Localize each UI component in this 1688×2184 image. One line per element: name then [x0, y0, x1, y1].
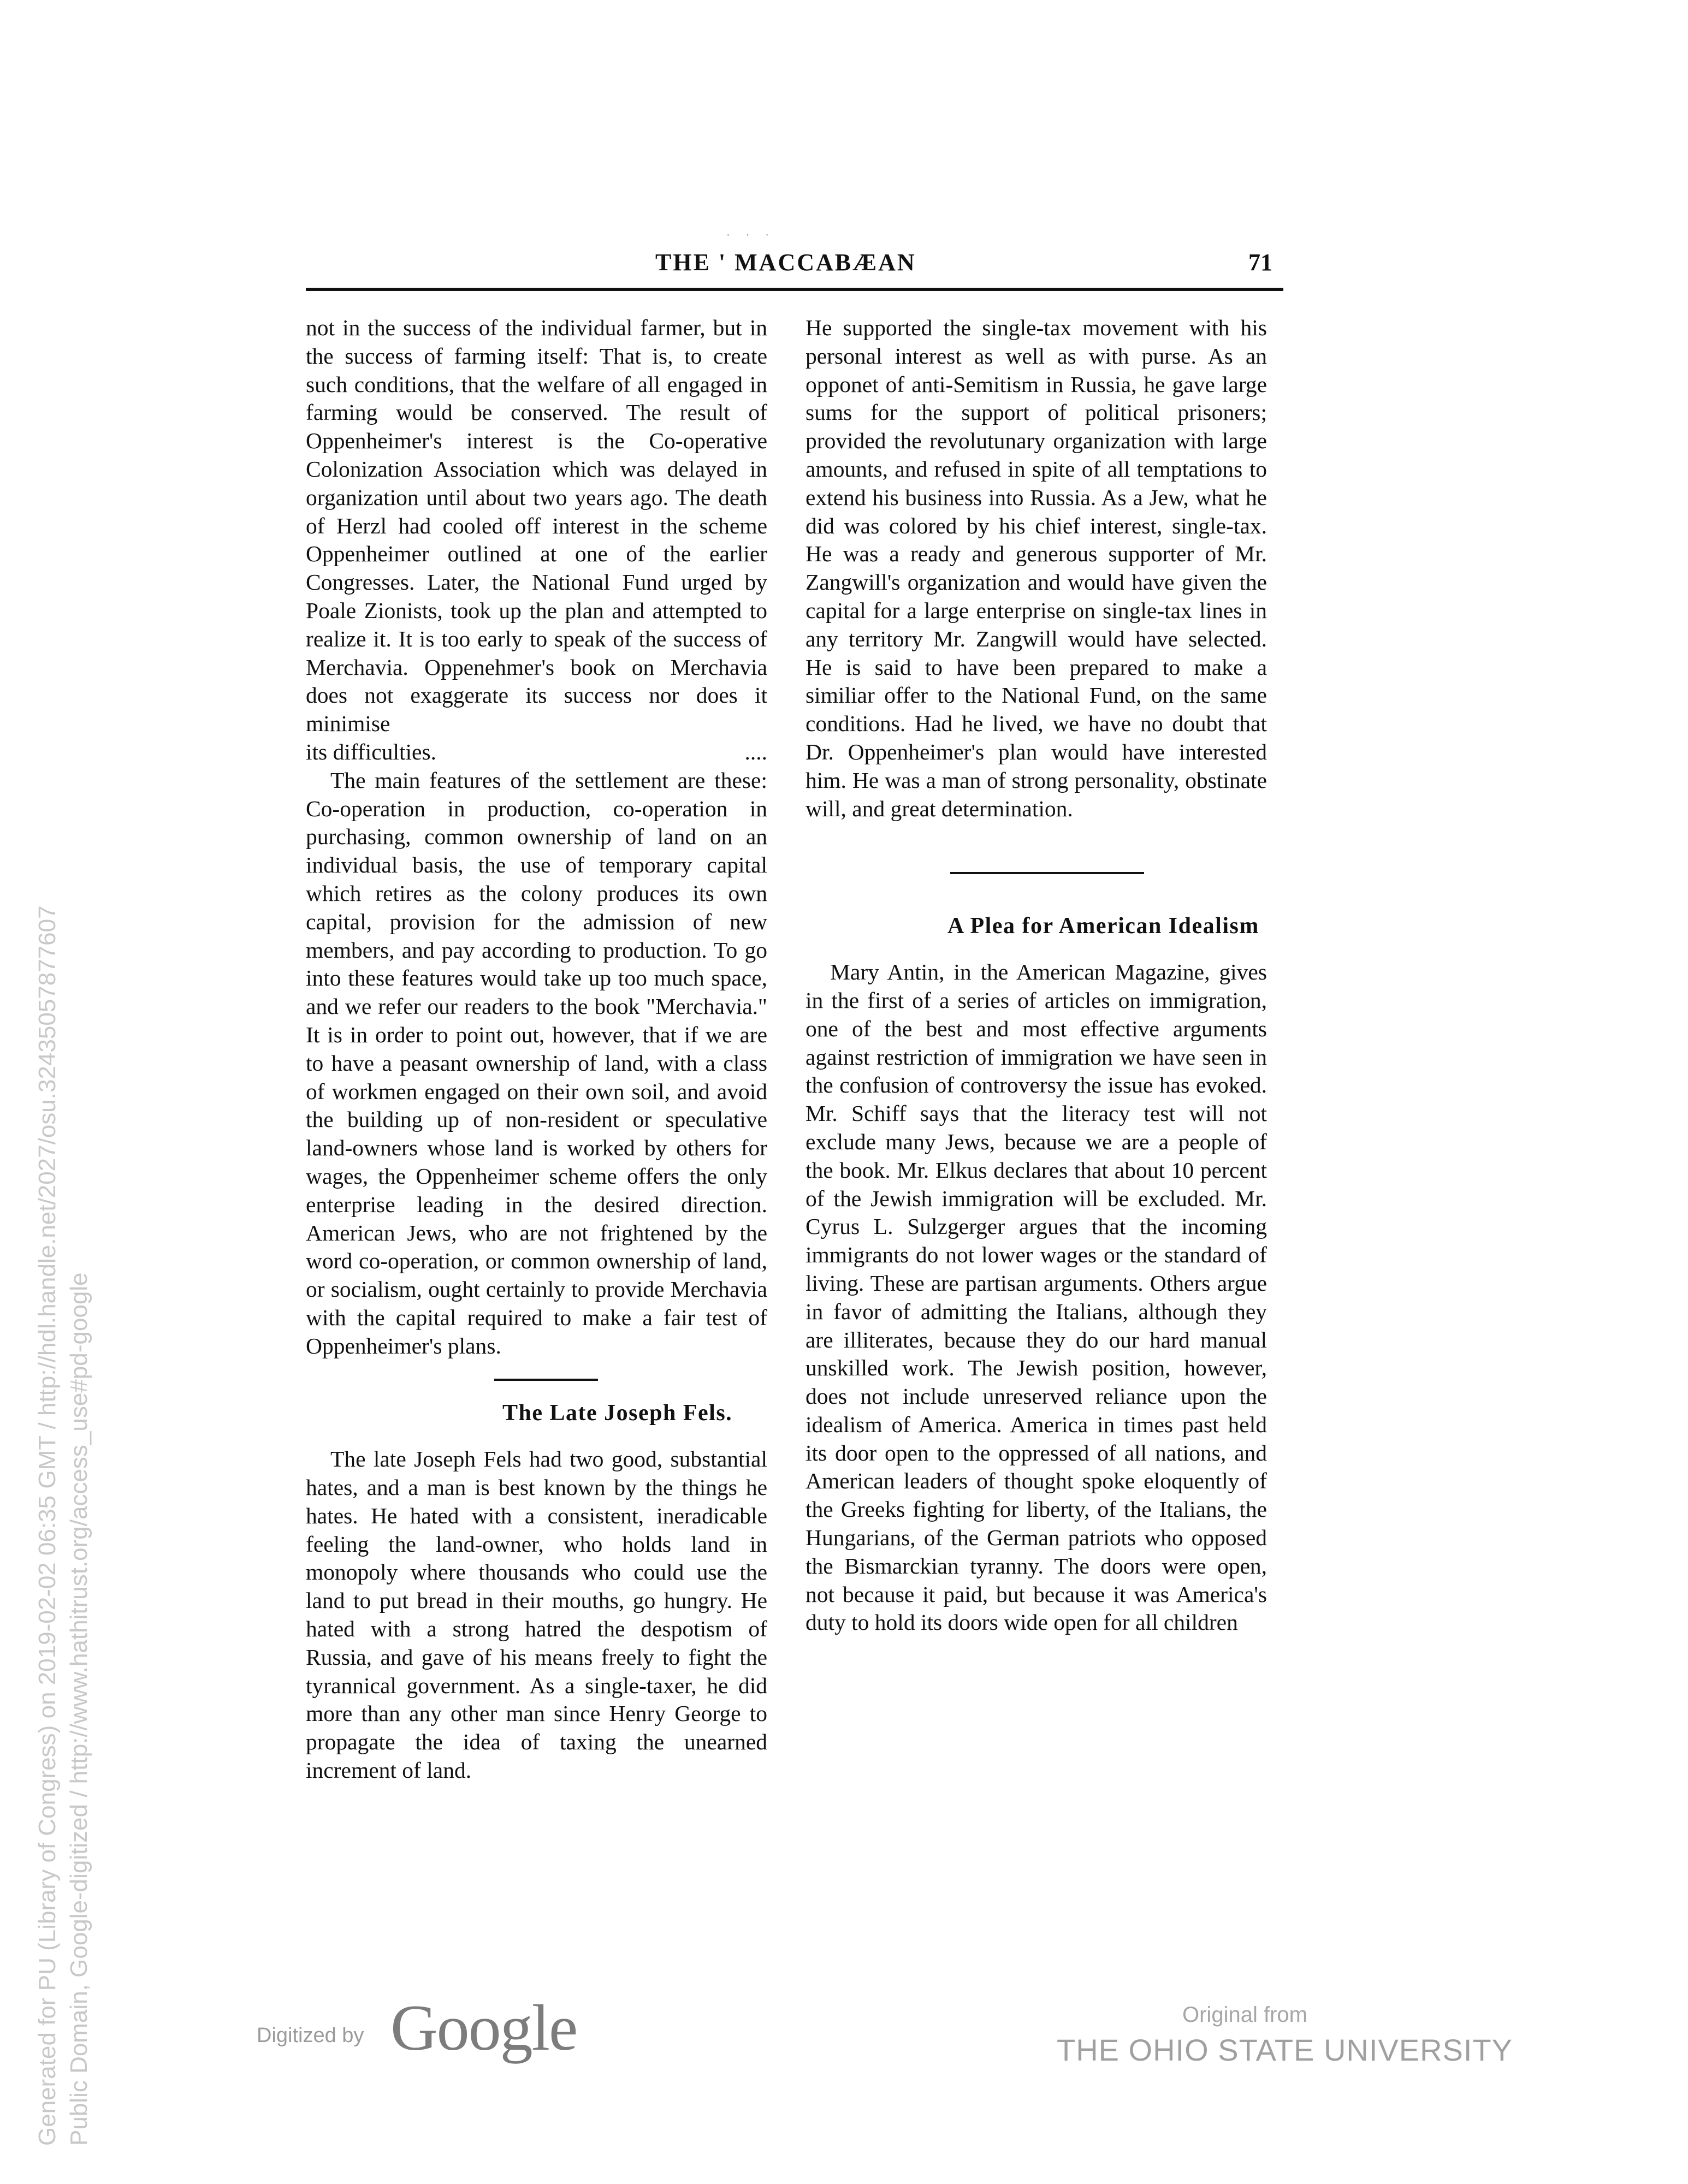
section-title-joseph-fels: The Late Joseph Fels. [502, 1400, 733, 1426]
running-header [306, 248, 1283, 287]
section-divider [950, 872, 1144, 874]
scan-specks: · · · [726, 229, 775, 241]
original-from-label: Original from [1182, 2003, 1307, 2027]
watermark-line-1: Generated for PU (Library of Congress) on 2019-02-02 06:35 GMT / http://hdl.handle.net/2027/osu.32435057877607 [34, 905, 61, 2146]
journal-title: THE ' MACCABÆAN [655, 249, 916, 276]
right-column [805, 314, 1267, 1637]
merchavia-paragraph-1-last-line: its difficulties. [306, 739, 436, 764]
merchavia-paragraph-1-end [306, 738, 767, 767]
american-idealism-paragraph: Mary Antin, in the American Magazine, gives in the first of a series of articles on immigration, one of the best and most effective arguments against restriction of immigration we have seen in the confusion of controversy the issue has evoked. Mr. Schiff says that the literacy test will not exclude many Jews, because we are a people of the book. Mr. Elkus declares that about 10 percent of the Jewish immigration will be excluded. Mr. Cyrus L. Sulzgerger argues that the incoming immigrants do not lower wages or the standard of living. These are partisan arguments. Others argue in favor of admitting the Italians, although they are illiterates, because they do our hard manual unskilled work. The Jewish position, however, does not include unreserved reliance upon the idealism of America. America in times past held its door open to the oppressed of all nations, and American leaders of thought spoke eloquently of the Greeks fighting for liberty, of the Italians, the Hungarians, of the German patriots who opposed the Bismarckian tyranny. The doors were open, not because it paid, but because it was America's duty to hold its doors wide open for all children [805, 959, 1267, 1635]
joseph-fels-paragraph-1: The late Joseph Fels had two good, substantial hates, and a man is best known by the things he hates. He hated with a consistent, ineradicable feeling the land-owner, who holds land in monopoly where thousands who could use the land to put bread in their mouths, go hungry. He hated with a strong hatred the despotism of Russia, and gave of his means freely to fight the tyrannical government. As a single-taxer, he did more than any other man since Henry George to propagate the idea of taxing the unearned increment of land. [306, 1446, 767, 1783]
section-title-american-idealism: A Plea for American Idealism [947, 913, 1259, 939]
google-digitized-logo [257, 1990, 584, 2064]
page-number: 71 [1248, 249, 1272, 276]
google-wordmark: Google [390, 1991, 577, 2064]
left-column [306, 314, 767, 1785]
section-divider [494, 1379, 598, 1381]
digitized-by-label: Digitized by [257, 2024, 364, 2047]
merchavia-paragraph-2: The main features of the settlement are these: Co-operation in production, co-operation in purchasing, common ownership of land on an individual basis, the use of temporary capital which retires as the colony produces its own capital, provision for the admission of new members, and pay according to production. To go into these features would take up too much space, and we refer our readers to the book "Merchavia." It is in order to point out, however, that if we are to have a peasant ownership of land, with a class of workmen engaged on their own soil, and avoid the building up of non-resident or speculative land-owners whose land is worked by others for wages, the Oppenheimer scheme offers the only enterprise leading in the desired direction. American Jews, who are not frightened by the word co-operation, or common ownership of land, or socialism, ought certainly to provide Merchavia with the capital required to make a fair test of Oppenheimer's plans. [306, 767, 767, 1358]
ellipsis-dots: .... [744, 739, 767, 764]
watermark-line-2: Public Domain, Google-digitized / http://www.hathitrust.org/access_use#pd-google [66, 1272, 92, 2146]
merchavia-paragraph-1: not in the success of the individual farmer, but in the success of farming itself: That is, to create such conditions, that the welfare of all engaged in farming would be conserved. The result of Oppenheimer's interest is the Co-operative Colonization Association which was delayed in organization until about two years ago. The death of Herzl had cooled off interest in the scheme Oppenheimer outlined at one of the earlier Congresses. Later, the National Fund urged by Poale Zionists, took up the plan and attempted to realize it. It is too early to speak of the success of Merchavia. Oppenehmer's book on Merchavia does not exaggerate its success nor does it minimise [306, 315, 767, 737]
source-university: THE OHIO STATE UNIVERSITY [1057, 2033, 1513, 2067]
joseph-fels-paragraph-2: He supported the single-tax movement with his personal interest as well as with purse. As an opponet of anti-Semitism in Russia, he gave large sums for the support of political prisoners; provided the revolutunary organization with large amounts, and refused in spite of all temptations to extend his business into Russia. As a Jew, what he did was colored by his chief interest, single-tax. He was a ready and generous supporter of Mr. Zangwill's organization and would have given the capital for a large enterprise on single-tax lines in any territory Mr. Zangwill would have selected. He is said to have been prepared to make a similiar offer to the National Fund, on the same conditions. Had he lived, we have no doubt that Dr. Oppenheimer's plan would have interested him. He was a man of strong personality, obstinate will, and great determination. [805, 315, 1267, 821]
header-rule [306, 288, 1283, 291]
